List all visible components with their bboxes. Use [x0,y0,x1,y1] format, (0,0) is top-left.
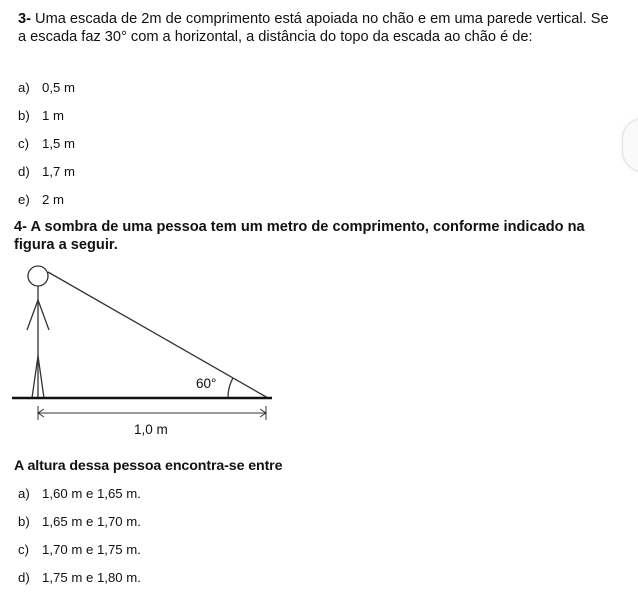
option-letter: b) [18,514,30,529]
option-letter: c) [18,136,29,151]
person-left-leg [32,356,38,398]
question-4-subtitle: A altura dessa pessoa encontra-se entre [14,458,283,474]
person-right-arm [38,300,49,330]
option-4b[interactable] [18,514,141,529]
angle-arc [228,378,233,398]
option-letter: e) [18,192,30,207]
option-letter: c) [18,542,29,557]
question-4-text: 4- A sombra de uma pessoa tem um metro de comprimento, conforme indicado na figura a seguir. [14,219,585,253]
option-4a[interactable] [18,486,141,501]
option-text: 1,60 m e 1,65 m. [42,486,141,501]
option-letter: a) [18,486,30,501]
option-4c[interactable] [18,542,141,557]
option-text: 1,7 m [42,164,75,179]
option-letter: d) [18,164,30,179]
option-text: 0,5 m [42,80,75,95]
question-3-number: 3- [18,11,31,27]
option-letter: d) [18,570,30,585]
option-letter: b) [18,108,30,123]
question-3-body: Uma escada de 2m de comprimento está apoiada no chão e em uma parede vertical. Se a escada faz 30° com a horizontal, a distância do topo da escada ao chão é de: [18,11,609,45]
option-text: 1,5 m [42,136,75,151]
angle-label: 60° [196,376,217,391]
option-text: 2 m [42,192,64,207]
person-right-leg [38,356,44,398]
length-label: 1,0 m [134,422,168,437]
option-letter: a) [18,80,30,95]
option-text: 1,65 m e 1,70 m. [42,514,141,529]
option-text: 1,70 m e 1,75 m. [42,542,141,557]
option-text: 1 m [42,108,64,123]
person-left-arm [27,300,38,330]
option-4d[interactable] [18,570,141,585]
option-text: 1,75 m e 1,80 m. [42,570,141,585]
sun-ray-line [48,272,268,398]
person-head [28,266,48,286]
